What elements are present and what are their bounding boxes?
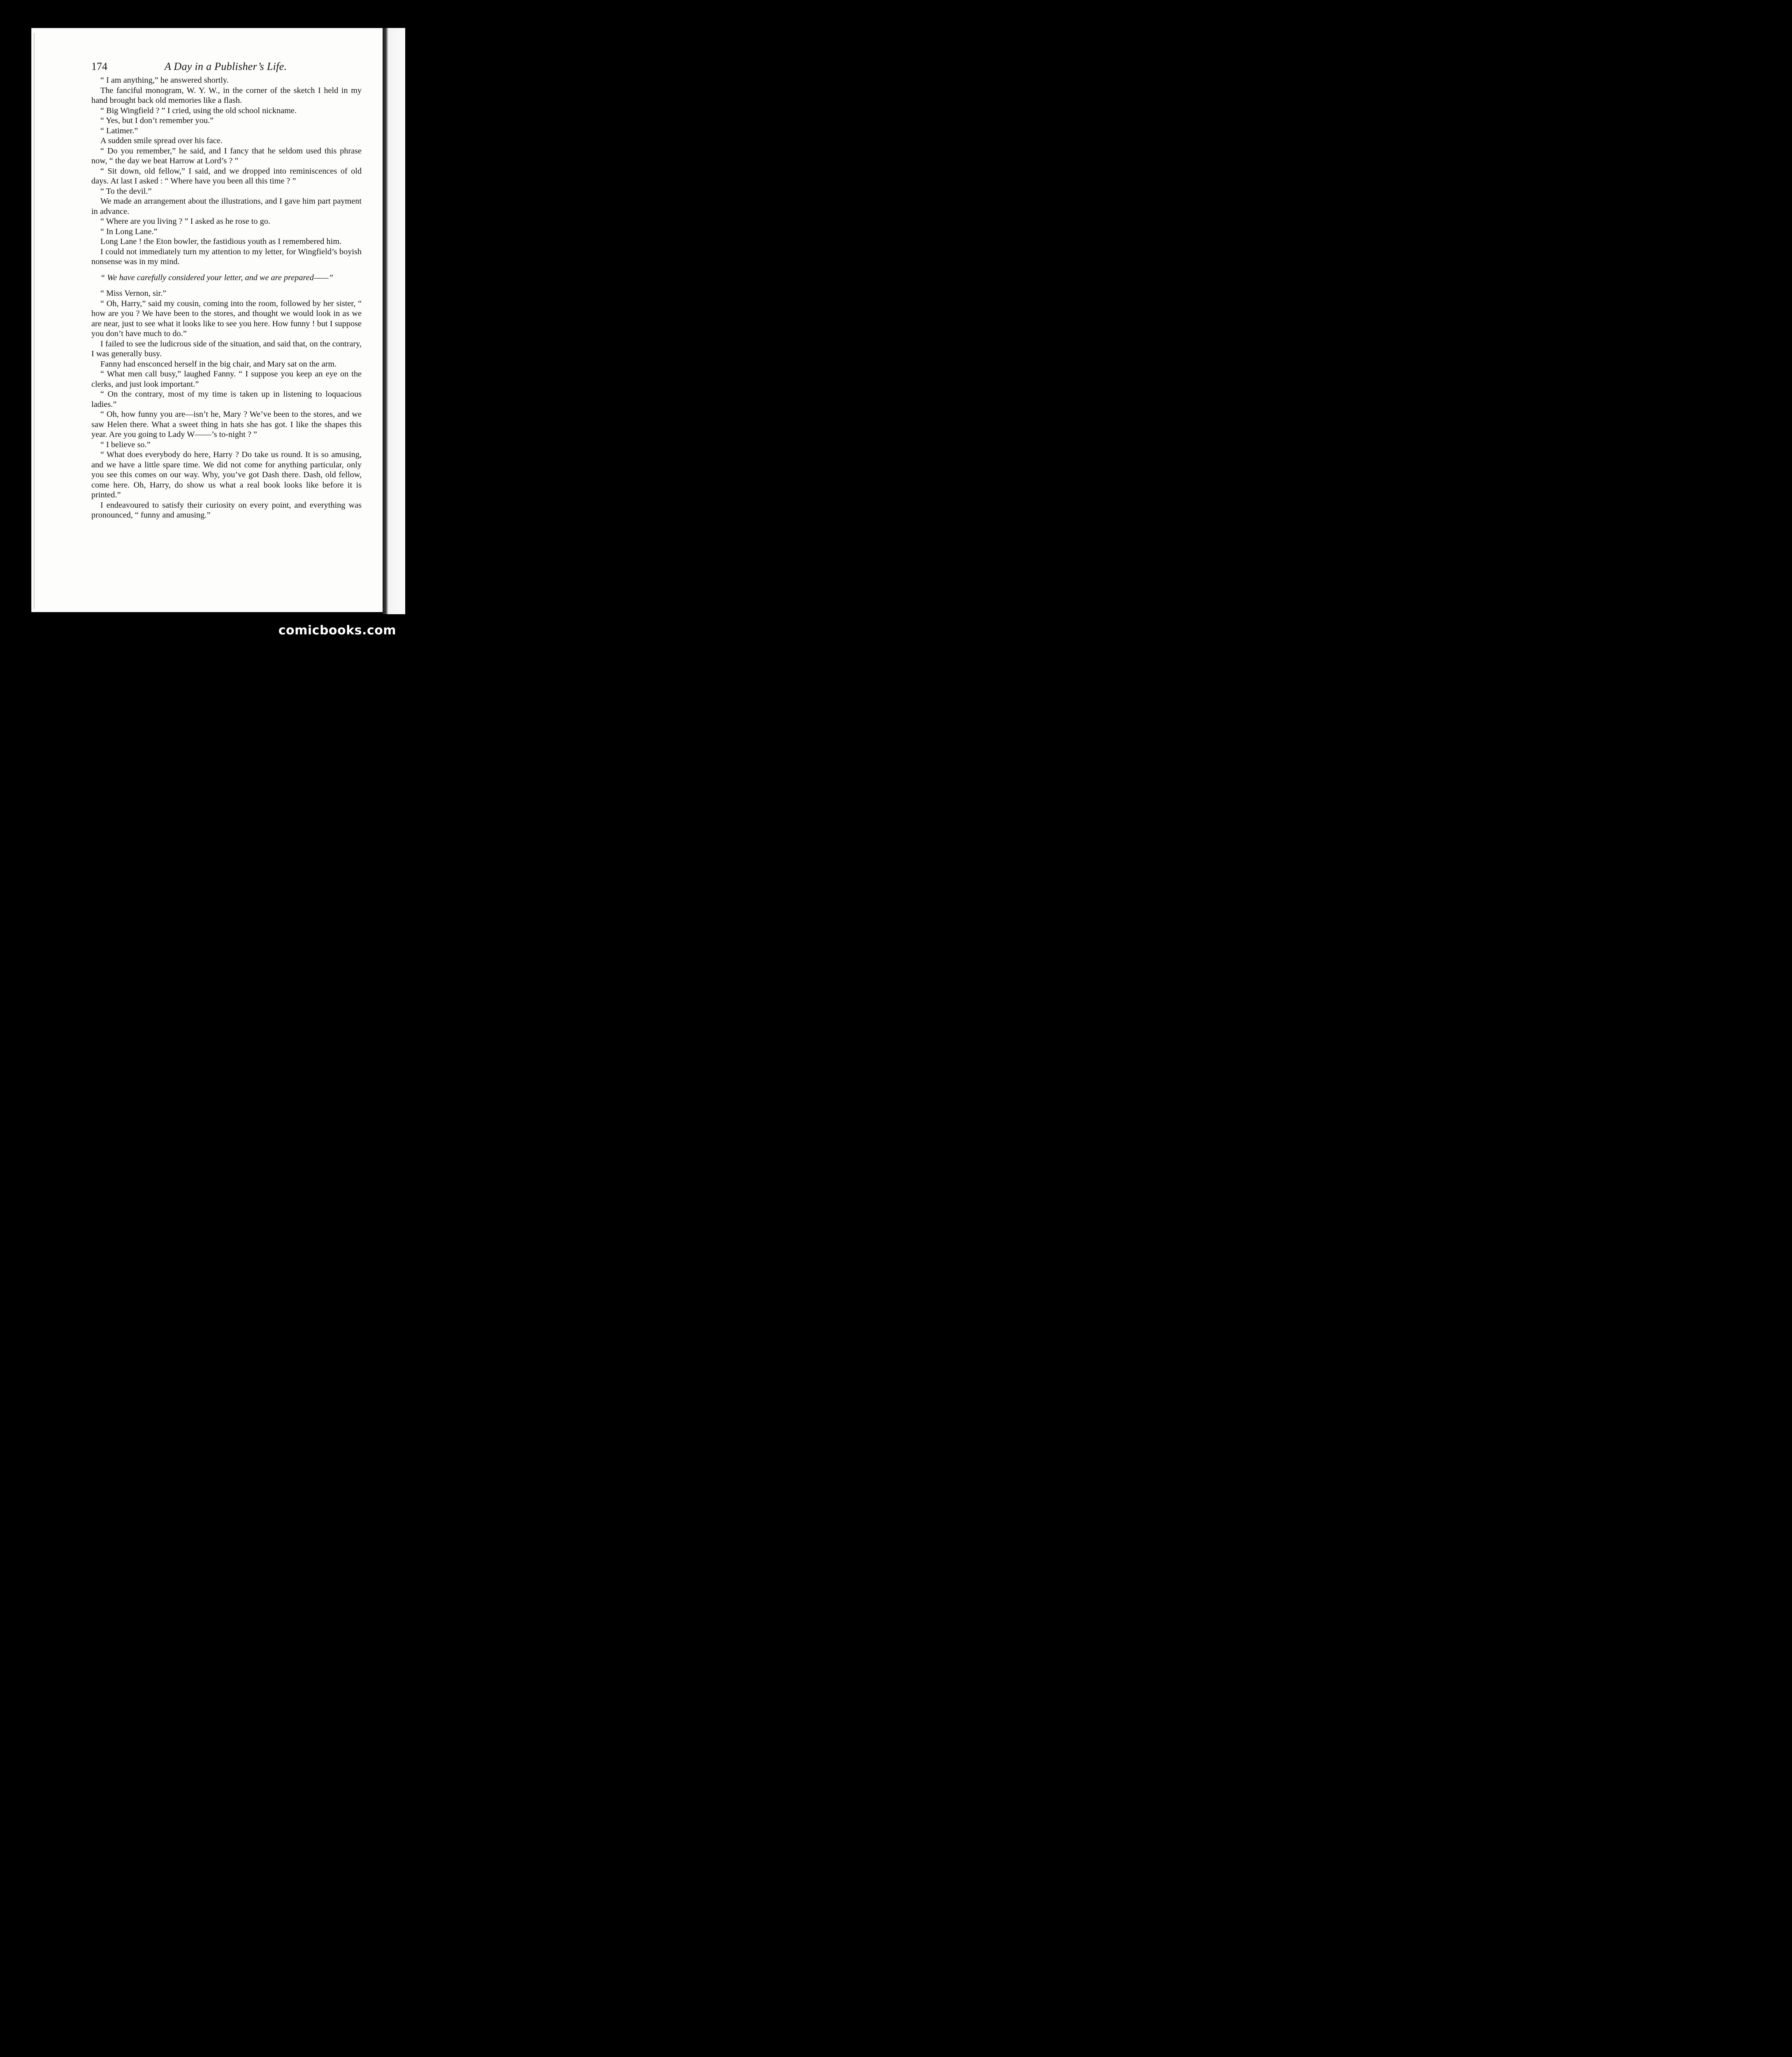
paragraph: “ In Long Lane.” bbox=[100, 227, 158, 236]
paragraph: “ What does everybody do here, Harry ? Do take us round. It is so amusing, and we have a little spare time. We did not come for anything particular, only you see this comes on our way. Why, you’ve got Dash there. Dash, old fellow, come here. Oh, Harry, do show us what a real book looks like before it is printed.” bbox=[91, 450, 362, 499]
paragraph: “ Latimer.” bbox=[100, 126, 138, 135]
paragraph: “ What men call busy,” laughed Fanny. “ I suppose you keep an eye on the clerks, and just look important.” bbox=[91, 369, 362, 389]
paragraph: I failed to see the ludicrous side of the situation, and said that, on the contrary, I was generally busy. bbox=[91, 339, 362, 358]
paragraph: Fanny had ensconced herself in the big chair, and Mary sat on the arm. bbox=[100, 359, 337, 369]
body-text bbox=[91, 75, 362, 520]
paragraph: “ Do you remember,” he said, and I fancy that he seldom used this phrase now, “ the day we beat Harrow at Lord’s ? ” bbox=[91, 146, 362, 165]
paragraph: “ Oh, Harry,” said my cousin, coming into the room, followed by her sister, “ how are you ? We have been to the stores, and thought we would look in as we are near, just to see what it looks like to see you here. How funny ! but I suppose you don’t have much to do.” bbox=[91, 299, 362, 338]
page-number: 174 bbox=[91, 60, 107, 72]
paragraph: Long Lane ! the Eton bowler, the fastidious youth as I remembered him. bbox=[100, 237, 342, 246]
site-watermark: comicbooks.com bbox=[278, 623, 396, 638]
paragraph: We made an arrangement about the illustrations, and I gave him part payment in advance. bbox=[91, 197, 362, 216]
paragraph: “ Oh, how funny you are—isn’t he, Mary ? We’ve been to the stores, and we saw Helen there. What a sweet thing in hats she has got. I like the shapes this year. Are you going to Lady W——’s to-night ? ” bbox=[91, 410, 362, 439]
running-head bbox=[91, 60, 362, 74]
paragraph: “ To the devil.” bbox=[100, 186, 152, 196]
paragraph: I endeavoured to satisfy their curiosity on every point, and everything was pronounced, “ funny and amusing.” bbox=[91, 500, 362, 520]
paragraph: “ I believe so.” bbox=[100, 440, 151, 449]
paragraph: “ Big Wingfield ? ” I cried, using the old school nickname. bbox=[100, 106, 297, 115]
paragraph: “ Where are you living ? ” I asked as he rose to go. bbox=[100, 217, 270, 226]
page-right-edge bbox=[383, 28, 405, 614]
paragraph: “ Sit down, old fellow,” I said, and we dropped into reminiscences of old days. At last I asked : “ Where have you been all this time ? ” bbox=[91, 166, 362, 186]
paragraph: “ I am anything,” he answered shortly. bbox=[100, 76, 229, 85]
paragraph: The fanciful monogram, W. Y. W., in the corner of the sketch I held in my hand brought back old memories like a flash. bbox=[91, 86, 362, 105]
running-title: A Day in a Publisher’s Life. bbox=[165, 60, 287, 72]
paragraph: “ On the contrary, most of my time is taken up in listening to loquacious ladies.” bbox=[91, 390, 362, 409]
paragraph: “ Miss Vernon, sir.” bbox=[100, 289, 167, 298]
paragraph: A sudden smile spread over his face. bbox=[100, 136, 223, 145]
letter-quote: “ We have carefully considered your letter, and we are prepared——” bbox=[100, 273, 334, 282]
paragraph: “ Yes, but I don’t remember you.” bbox=[100, 116, 214, 125]
page-gutter-rule bbox=[34, 33, 35, 609]
paragraph: I could not immediately turn my attention to my letter, for Wingfield’s boyish nonsense was in my mind. bbox=[91, 247, 362, 266]
